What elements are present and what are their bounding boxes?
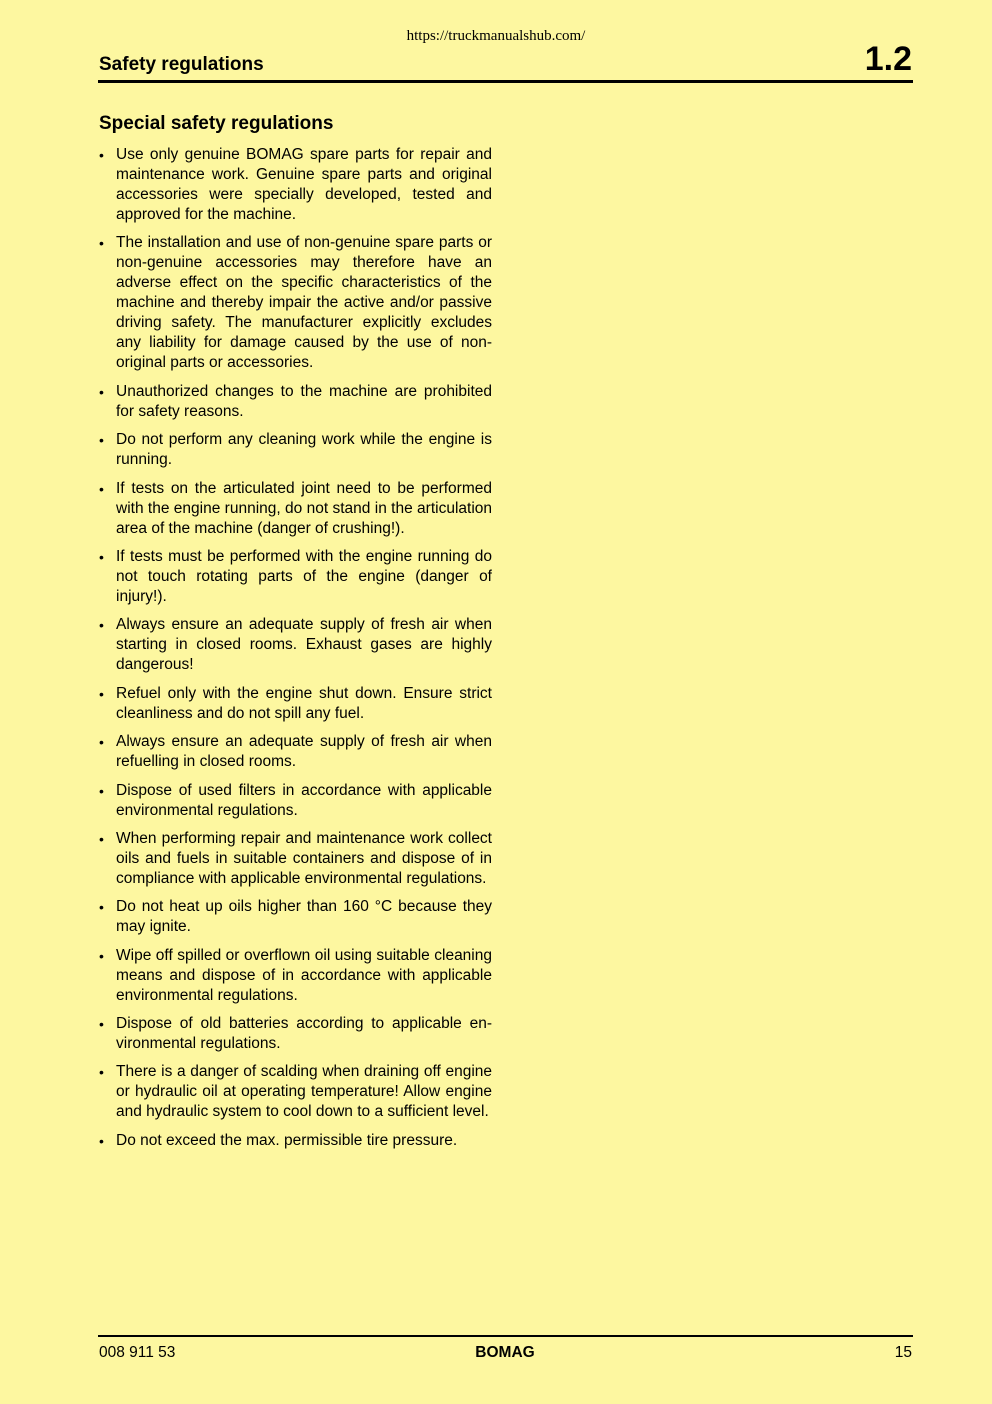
bullet-icon: • bbox=[99, 685, 104, 702]
list-item-text: Do not heat up oils higher than 160 °C because they may ignite. bbox=[116, 898, 492, 936]
brand-name: BOMAG bbox=[475, 1344, 535, 1361]
list-item bbox=[99, 615, 492, 675]
list-item bbox=[99, 781, 492, 821]
list-item bbox=[99, 1062, 492, 1122]
bullet-icon: • bbox=[99, 480, 104, 497]
list-item bbox=[99, 145, 492, 225]
bullet-icon: • bbox=[99, 1132, 104, 1149]
list-item-text: Do not exceed the max. permissible tire pressure. bbox=[116, 1131, 458, 1149]
list-item bbox=[99, 684, 492, 724]
page-number: 15 bbox=[894, 1344, 912, 1361]
bullet-icon: • bbox=[99, 1064, 104, 1081]
safety-regulations-list bbox=[99, 145, 492, 1159]
bullet-icon: • bbox=[99, 734, 104, 751]
list-item-text: Use only genuine BOMAG spare parts for repair and maintenance work. Genuine spare parts and original accessories were specially developed, tested and approved for the machine. bbox=[116, 146, 492, 223]
list-item bbox=[99, 1131, 492, 1151]
bullet-icon: • bbox=[99, 383, 104, 400]
list-item-text: Dispose of old batteries according to applicable environmental regulations. bbox=[116, 1015, 492, 1053]
footer-divider bbox=[98, 1335, 913, 1337]
bullet-icon: • bbox=[99, 432, 104, 449]
list-item-text: Wipe off spilled or overflown oil using suitable cleaning means and dispose of in accordance with applicable environmental regulations. bbox=[116, 946, 492, 1004]
list-item-text: If tests on the articulated joint need to be performed with the engine running, do not stand in the articulation area of the machine (danger of crushing!). bbox=[116, 479, 492, 537]
list-item-text: The installation and use of non-genuine spare parts or non-genuine accessories may therefore have an adverse effect on the specific characteristics of the machine and thereby impair the active and/or passive driving safety. The manufacturer explicitly excludes any liability for damage caused by the use of non-original parts or accessories. bbox=[116, 234, 492, 372]
list-item bbox=[99, 732, 492, 772]
header-title: Safety regulations bbox=[99, 54, 264, 75]
list-item bbox=[99, 430, 492, 470]
list-item bbox=[99, 479, 492, 539]
bullet-icon: • bbox=[99, 147, 104, 163]
list-item-text: If tests must be performed with the engine running do not touch rotating parts of the engine (danger of injury!). bbox=[116, 547, 492, 605]
list-item-text: Dispose of used filters in accordance with applicable environmental regulations. bbox=[116, 781, 492, 819]
list-item-text: When performing repair and maintenance work collect oils and fuels in suitable containers and dispose of in compliance with applicable environmental regulations. bbox=[116, 829, 492, 887]
list-item-text: Always ensure an adequate supply of fresh air when starting in closed rooms. Exhaust gases are highly dangerous! bbox=[116, 616, 492, 674]
bullet-icon: • bbox=[99, 617, 104, 634]
section-heading: Special safety regulations bbox=[99, 113, 334, 134]
list-item bbox=[99, 897, 492, 937]
bullet-icon: • bbox=[99, 1016, 104, 1033]
list-item-text: Always ensure an adequate supply of fresh air when refuelling in closed rooms. bbox=[116, 733, 492, 771]
source-url[interactable]: https://truckmanualshub.com/ bbox=[406, 28, 586, 44]
bullet-icon: • bbox=[99, 235, 104, 252]
bullet-icon: • bbox=[99, 548, 104, 565]
list-item bbox=[99, 382, 492, 422]
bullet-icon: • bbox=[99, 947, 104, 964]
header-divider bbox=[98, 80, 913, 83]
list-item-text: Unauthorized changes to the machine are prohibited for safety reasons. bbox=[116, 382, 492, 420]
bullet-icon: • bbox=[99, 782, 104, 799]
chapter-number: 1.2 bbox=[864, 40, 912, 78]
list-item-text: There is a danger of scalding when draining off engine or hydraulic oil at operating temperature! Allow engine and hydraulic system to cool down to a sufficient level. bbox=[116, 1063, 492, 1121]
list-item-text: Refuel only with the engine shut down. Ensure strict cleanliness and do not spill any fuel. bbox=[116, 684, 492, 722]
list-item bbox=[99, 233, 492, 373]
list-item-text: Do not perform any cleaning work while the engine is running. bbox=[116, 431, 492, 469]
list-item bbox=[99, 946, 492, 1006]
bullet-icon: • bbox=[99, 830, 104, 847]
list-item bbox=[99, 547, 492, 607]
bullet-icon: • bbox=[99, 899, 104, 916]
list-item bbox=[99, 1014, 492, 1054]
document-number: 008 911 53 bbox=[99, 1344, 176, 1361]
list-item bbox=[99, 829, 492, 889]
